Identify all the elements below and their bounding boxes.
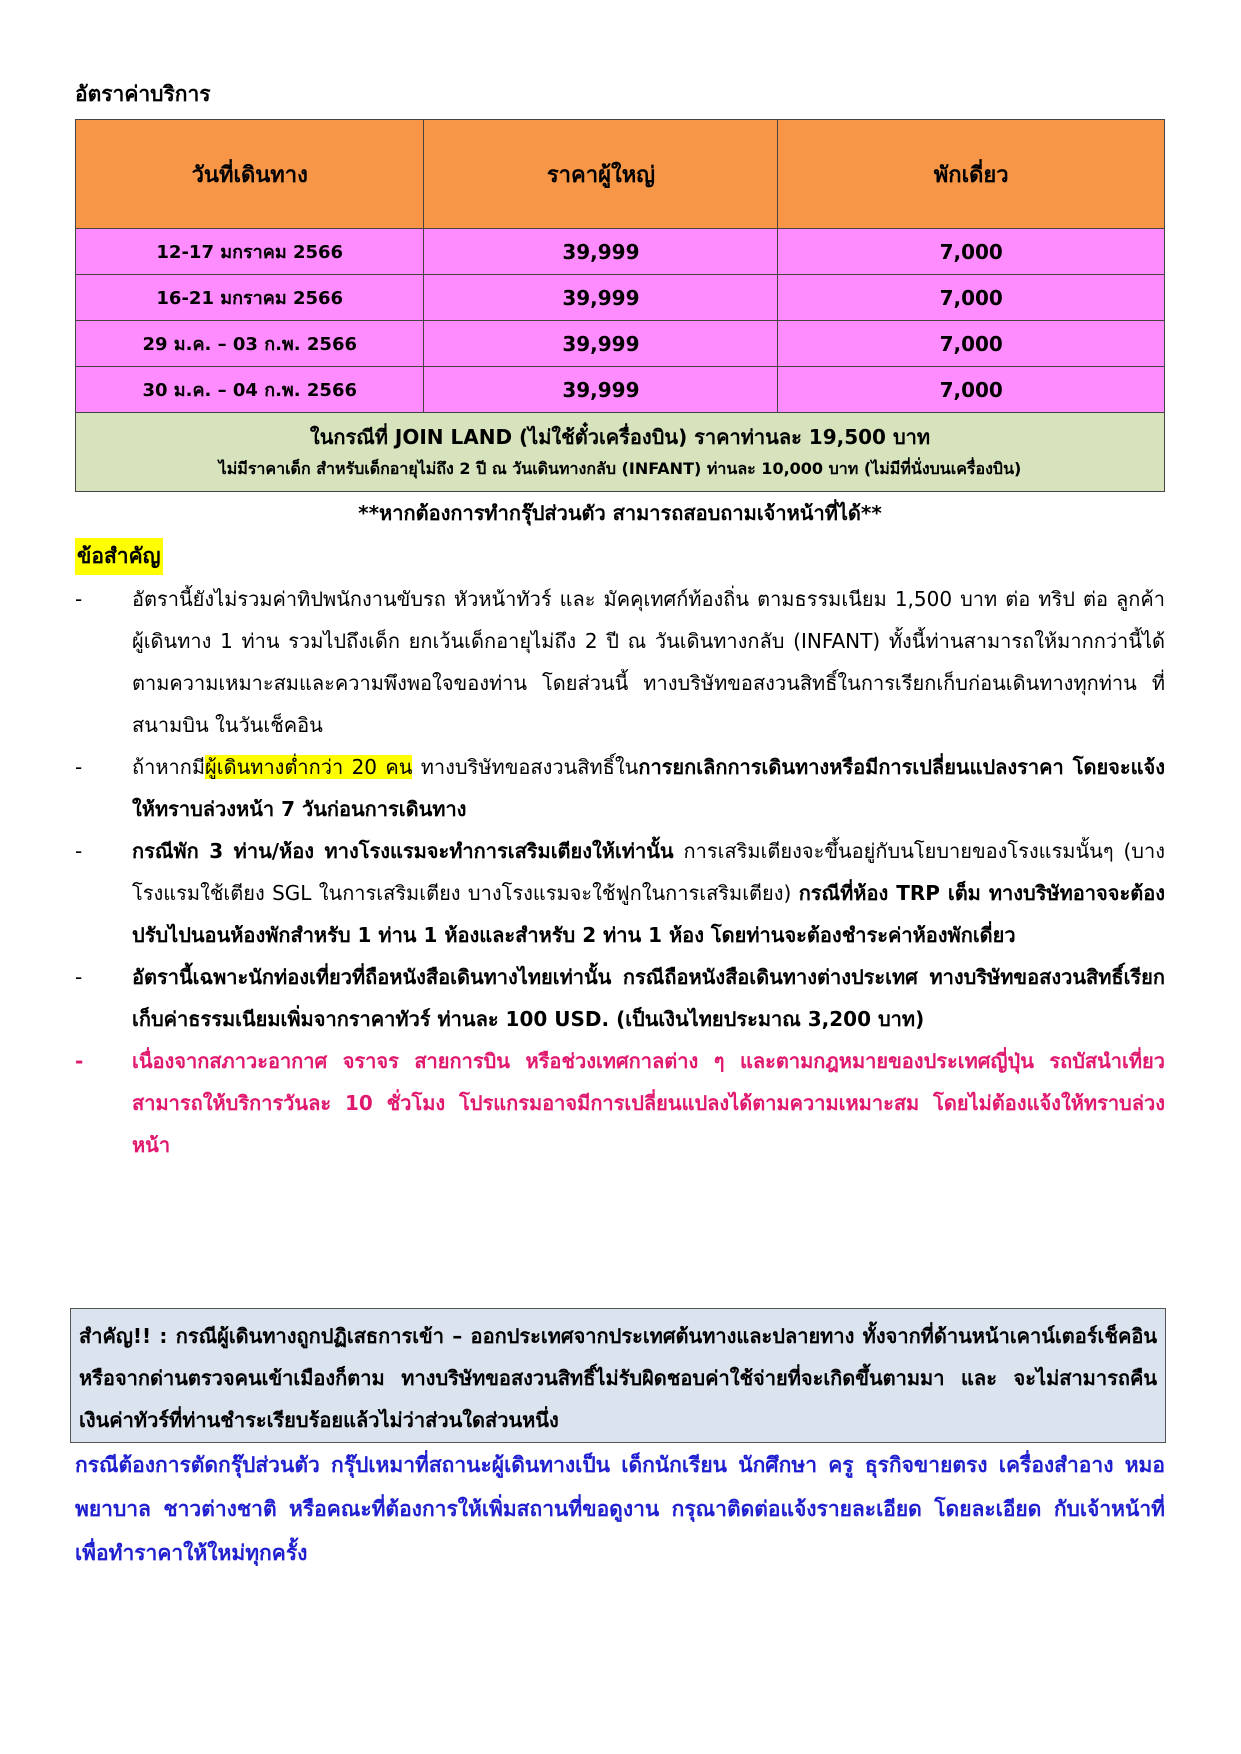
header-travel-date: วันที่เดินทาง xyxy=(76,120,424,229)
bullet-dash: - xyxy=(75,839,83,863)
bullet-dash: - xyxy=(75,965,83,989)
custom-group-note: กรณีต้องการตัดกรุ๊ปส่วนตัว กรุ๊ปเหมาที่สถานะผู้เดินทางเป็น เด็กนักเรียน นักศึกษา ครู ธุรกิจขายตรง เครื่องสำอาง หมอ พยาบาล ชาวต่างชาติ หรือคณะที่ต้องการให้เพิ่มสถานที่ขอดูงาน กรุณาติดต่อแจ้งรายละเอียด โดยละเอียด กับเจ้าหน้าที่เพื่อทำราคาให้ใหม่ทุกครั้ง xyxy=(75,1453,1165,1565)
row-single-price: 7,000 xyxy=(778,275,1165,321)
table-header-row xyxy=(76,120,1165,229)
bold-text: การยกเลิกการเดินทางหรือมีการเปลี่ยนแปลงราคา โดยจะแจ้งให้ทราบล่วงหน้า 7 วันก่อนการเดินทาง xyxy=(132,755,1165,821)
important-terms-list xyxy=(75,578,1165,1166)
term-schedule-change: เนื่องจากสภาวะอากาศ จราจร สายการบิน หรือช่วงเทศกาลต่าง ๆ และตามกฎหมายของประเทศญี่ปุ่น รถบัสนำเที่ยวสามารถให้บริการวันละ 10 ชั่วโมง โปรแกรมอาจมีการเปลี่ยนแปลงได้ตามความเหมาะสม โดยไม่ต้องแจ้งให้ทราบล่วงหน้า xyxy=(132,1049,1165,1157)
term-text: การเสริมเตียงจะขึ้นอยู่กับนโยบายของโรงแรมนั้นๆ (บางโรงแรมใช้เตียง SGL ในการเสริมเตียง บางโรงแรมจะใช้ฟูกในการเสริมเตียง) xyxy=(132,839,1165,905)
row-single-price: 7,000 xyxy=(778,321,1165,367)
row-single-price: 7,000 xyxy=(778,367,1165,413)
private-group-note: **หากต้องการทำกรุ๊ปส่วนตัว สามารถสอบถามเจ้าหน้าที่ได้** xyxy=(358,501,882,525)
bold-text: กรณีพัก 3 ท่าน/ห้อง ทางโรงแรมจะทำการเสริมเตียงให้เท่านั้น xyxy=(132,839,674,863)
row-date: 12-17 มกราคม 2566 xyxy=(76,229,424,275)
table-row xyxy=(76,229,1165,275)
page-title: อัตราค่าบริการ xyxy=(75,82,211,106)
important-section-title: ข้อสำคัญ xyxy=(75,538,163,575)
row-date: 16-21 มกราคม 2566 xyxy=(76,275,424,321)
list-item xyxy=(75,956,1165,1040)
rate-table xyxy=(75,119,1165,492)
term-text: ถ้าหากมี xyxy=(132,755,206,779)
table-row xyxy=(76,367,1165,413)
row-single-price: 7,000 xyxy=(778,229,1165,275)
header-single-supplement: พักเดี่ยว xyxy=(778,120,1165,229)
row-adult-price: 39,999 xyxy=(424,321,778,367)
term-passport: อัตรานี้เฉพาะนักท่องเที่ยวที่ถือหนังสือเดินทางไทยเท่านั้น กรณีถือหนังสือเดินทางต่างประเทศ ทางบริษัทขอสงวนสิทธิ์เรียกเก็บค่าธรรมเนียมเพิ่มจากราคาทัวร์ ท่านละ 100 USD. (เป็นเงินไทยประมาณ 3,200 บาท) xyxy=(132,965,1165,1031)
bold-text: กรณีที่ห้อง TRP เต็ม ทางบริษัทอาจจะต้องปรับไปนอนห้องพักสำหรับ 1 ท่าน 1 ห้องและสำหรับ 2 ท่าน 1 ห้อง โดยท่านจะต้องชำระค่าห้องพักเดี่ยว xyxy=(132,881,1165,947)
list-item xyxy=(75,830,1165,956)
table-row xyxy=(76,275,1165,321)
warning-text: สำคัญ!! : กรณีผู้เดินทางถูกปฏิเสธการเข้า – ออกประเทศจากประเทศต้นทางและปลายทาง ทั้งจากที่ด้านหน้าเคาน์เตอร์เช็คอิน หรือจากด่านตรวจคนเข้าเมืองก็ตาม ทางบริษัทขอสงวนสิทธิ์ไม่รับผิดชอบค่าใช้จ่ายที่จะเกิดขึ้นตามมา และ จะไม่สามารถคืนเงินค่าทัวร์ที่ท่านชำระเรียบร้อยแล้วไม่ว่าส่วนใดส่วนหนึ่ง xyxy=(79,1324,1157,1432)
term-min-travelers xyxy=(132,746,1165,830)
term-tips: อัตรานี้ยังไม่รวมค่าทิปพนักงานขับรถ หัวหน้าทัวร์ และ มัคคุเทศก์ท้องถิ่น ตามธรรมเนียม 1,500 บาท ต่อ ทริป ต่อ ลูกค้า ผู้เดินทาง 1 ท่าน รวมไปถึงเด็ก ยกเว้นเด็กอายุไม่ถึง 2 ปี ณ วันเดินทางกลับ (INFANT) ทั้งนี้ท่านสามารถให้มากกว่านี้ได้ตามความเหมาะสมและความพึงพอใจของท่าน โดยส่วนนี้ ทางบริษัทขอสงวนสิทธิ์ในการเรียกเก็บก่อนเดินทางทุกท่าน ที่สนามบิน ในวันเช็คอิน xyxy=(132,587,1165,737)
bullet-dash: - xyxy=(75,1049,84,1073)
table-note-row xyxy=(76,413,1165,492)
list-item xyxy=(75,1040,1165,1166)
term-extra-bed xyxy=(132,830,1165,956)
row-adult-price: 39,999 xyxy=(424,275,778,321)
row-adult-price: 39,999 xyxy=(424,367,778,413)
bullet-dash: - xyxy=(75,755,83,779)
term-text: ทางบริษัทขอสงวนสิทธิ์ใน xyxy=(412,755,639,779)
row-date: 29 ม.ค. – 03 ก.พ. 2566 xyxy=(76,321,424,367)
row-date: 30 ม.ค. – 04 ก.พ. 2566 xyxy=(76,367,424,413)
list-item xyxy=(75,746,1165,830)
join-land-note: ในกรณีที่ JOIN LAND (ไม่ใช้ตั๋วเครื่องบิน) ราคาท่านละ 19,500 บาท xyxy=(309,425,931,449)
bullet-dash: - xyxy=(75,587,83,611)
row-adult-price: 39,999 xyxy=(424,229,778,275)
warning-box xyxy=(70,1308,1166,1443)
table-row xyxy=(76,321,1165,367)
list-item xyxy=(75,578,1165,746)
header-adult-price: ราคาผู้ใหญ่ xyxy=(424,120,778,229)
table-note xyxy=(76,413,1165,492)
infant-note: ไม่มีราคาเด็ก สำหรับเด็กอายุไม่ถึง 2 ปี ณ วันเดินทางกลับ (INFANT) ท่านละ 10,000 บาท (ไม่มีที่นั่งบนเครื่องบิน) xyxy=(218,459,1022,478)
highlighted-text: ผู้เดินทางต่ำกว่า 20 คน xyxy=(205,755,413,779)
